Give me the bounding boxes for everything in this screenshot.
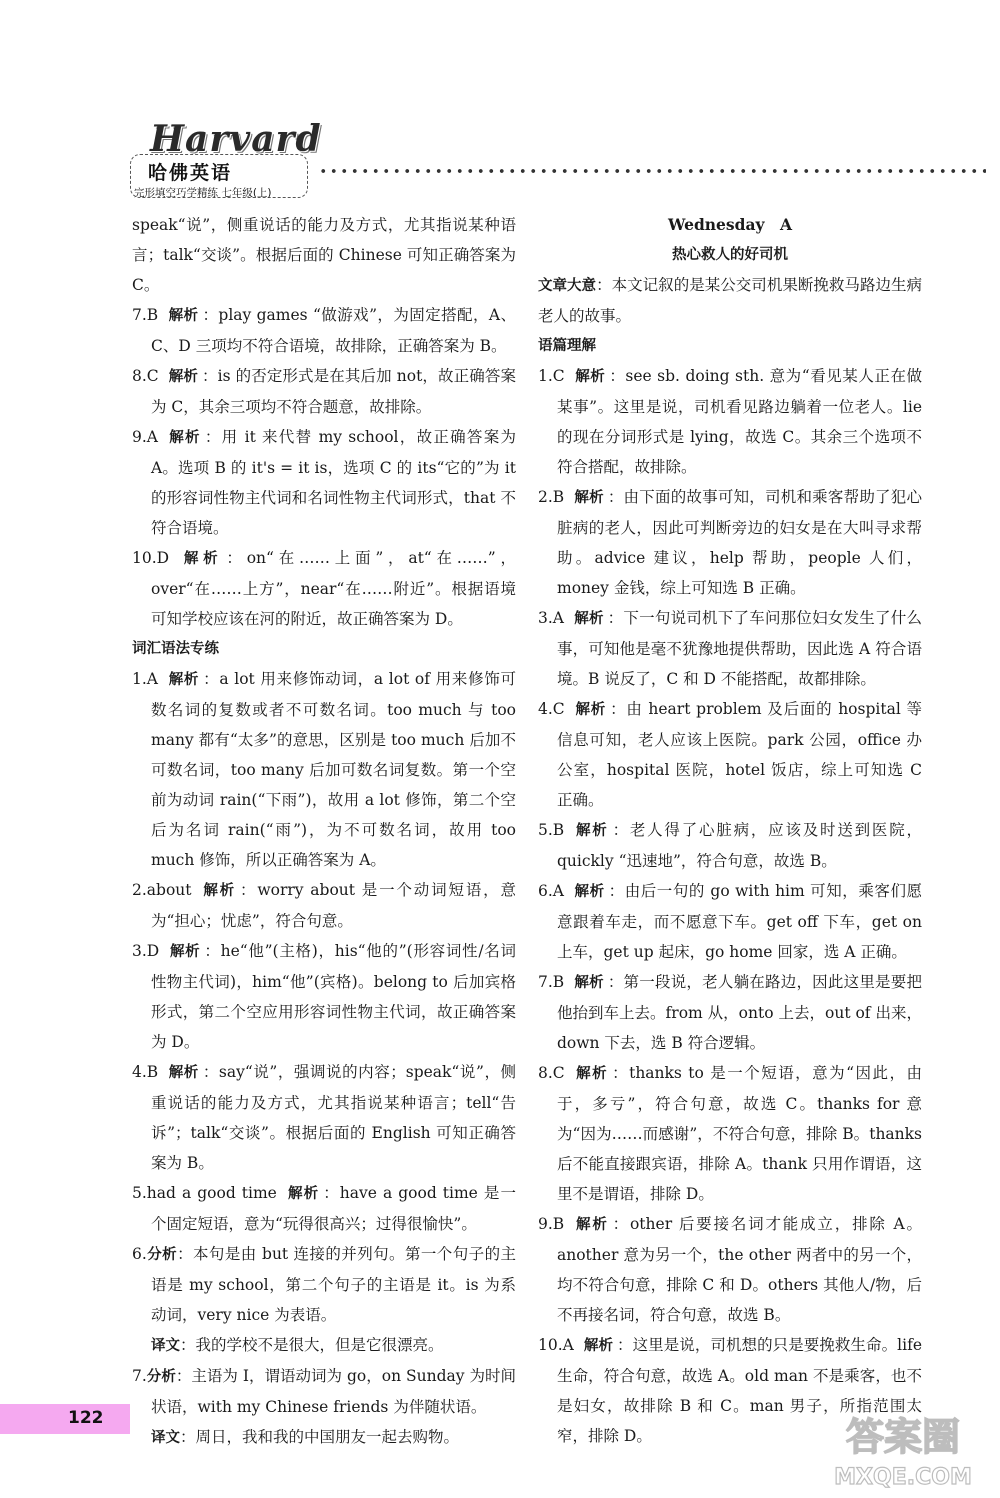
analysis-label: 解析 <box>179 551 223 567</box>
answer-text: ：由下面的故事可知，司机和乘客帮助了犯心脏病的老人，因此可判断旁边的妇女是在大叫寻求帮助。advice 建议，help 帮助，people 人们，money 金钱，综上可知选 B 正确。 <box>557 488 922 597</box>
summary-text: ：本文记叙的是某公交司机果断挽救马路边生病老人的故事。 <box>538 276 922 325</box>
analysis-label: 解析 <box>168 308 199 324</box>
answer-item <box>538 1209 922 1330</box>
summary-paragraph <box>538 270 922 331</box>
watermark-text: 答案圈 <box>845 1415 961 1459</box>
translation-6 <box>132 1330 516 1361</box>
answer-number: 1.A <box>132 670 158 688</box>
answer-item <box>538 694 922 815</box>
lesson-subtitle: 热心救人的好司机 <box>672 247 788 263</box>
answer-text: ：这里是说，司机想的只是要挽救生命。life 生命，符合句意，故选 A。old man 不是乘客，也不是妇女，故排除 B 和 C。man 男子，所指范围太窄，排除 D。 <box>557 1336 923 1445</box>
analysis-label: 解析 <box>574 369 606 385</box>
answer-item <box>132 300 516 361</box>
answer-number: 6. <box>132 1245 147 1263</box>
answer-text: ：由 heart problem 及后面的 hospital 等信息可知，老人应该上医院。park 公园，office 办公室，hospital 医院，hotel 饭店，综上可知选 C 正确。 <box>557 700 922 809</box>
answer-list-1 <box>132 300 516 634</box>
translation-label: 译文 <box>151 1338 180 1354</box>
answer-text: ：on“在……上面”，at“在……”，over“在……上方”，near“在……附近”。根据语境可知学校应该在河的附近，故正确答案为 D。 <box>151 549 516 628</box>
harvard-logo: Harvard <box>150 118 322 160</box>
analysis-label: 解析 <box>168 1065 199 1081</box>
answer-number: 9.B <box>538 1215 565 1233</box>
answer-number: 8.C <box>538 1064 565 1082</box>
answer-number: 4.C <box>538 700 565 718</box>
right-column <box>538 210 922 1451</box>
answer-text: ：play games “做游戏”，为固定搭配，A、C、D 三项均不符合语境，故排除，正确答案为 B。 <box>151 306 517 355</box>
answer-item <box>132 1178 516 1239</box>
analysis-label: 解析 <box>574 823 609 839</box>
answer-number: 1.C <box>538 367 565 385</box>
answer-number: 5.B <box>538 821 565 839</box>
book-title: 完形填空巧学精练 七年级(上) <box>134 187 272 199</box>
answer-item <box>538 1058 922 1209</box>
answer-item <box>538 876 922 967</box>
answer-text: ：主语为 I，谓语动词为 go，on Sunday 为时间状语，with my Chinese friends 为伴随状语。 <box>151 1367 517 1416</box>
answer-number: 10.D <box>132 549 170 567</box>
translation-7 <box>132 1422 516 1453</box>
answer-item <box>132 664 516 875</box>
watermark <box>818 1406 988 1492</box>
answer-text: ：is 的否定形式是在其后加 not，故正确答案为 C，其余三项均不符合题意，故排除。 <box>151 367 517 416</box>
answer-number: 2.about <box>132 881 192 899</box>
section-heading: 词汇语法专练 <box>132 641 219 657</box>
intro-paragraph: speak“说”，侧重说话的能力及方式，尤其指说某种语言；talk“交谈”。根据后面的 Chinese 可知正确答案为 C。 <box>132 216 516 294</box>
analysis-label: 解析 <box>574 1066 609 1082</box>
answer-list-2 <box>132 664 516 1239</box>
answer-item <box>538 967 922 1058</box>
answer-item <box>132 361 516 422</box>
answer-number: 3.D <box>132 942 160 960</box>
page-header <box>128 118 988 208</box>
answer-item <box>132 875 516 936</box>
answer-item <box>538 603 922 694</box>
answer-text: ：say“说”，强调说的内容；speak“说”，侧重说话的能力及方式，尤其指说某种语言；tell“告诉”；talk“交谈”。根据后面的 English 可知正确答案为 B。 <box>151 1063 516 1172</box>
analysis-label: 解析 <box>574 702 607 718</box>
answer-number: 2.B <box>538 488 565 506</box>
summary-label: 文章大意 <box>538 278 597 294</box>
answer-item-7 <box>132 1361 516 1422</box>
analysis-label: 解析 <box>201 883 237 899</box>
dotted-rule <box>318 168 986 174</box>
analysis-label: 解析 <box>574 490 604 506</box>
left-column <box>132 210 516 1453</box>
answer-text: ：a lot 用来修饰动词，a lot of 用来修饰可数名词的复数或者不可数名词。too much 与 too many 都有“太多”的意思，区别是 too much 后加不可数名词，too many 后加可数名词复数。第一个空前为动词 rain(“下雨”)，故用 a lot 修饰，第二个空后为名词 rain(“雨”)，为不可数名词，故用 too much 修饰，所以正确答案为 A。 <box>151 670 517 869</box>
page-number: 122 <box>68 1408 104 1428</box>
answer-number: 4.B <box>132 1063 159 1081</box>
answer-item <box>132 422 516 543</box>
answer-item <box>132 1057 516 1178</box>
answer-number: 7.B <box>538 973 565 991</box>
analysis-label: 解析 <box>167 672 200 688</box>
answer-text: ：由后一句的 go with him 可知，乘客们愿意跟着车走，而不愿意下车。get off 下车，get on 上车，get up 起床，go home 回家，选 A 正确。 <box>557 882 922 961</box>
answer-text: ：老人得了心脏病，应该及时送到医院，quickly “迅速地”，符合句意，故选 B。 <box>557 821 922 870</box>
answer-item <box>538 361 922 482</box>
answer-text: ：worry about 是一个动词短语，意为“担心；忧虑”，符合句意。 <box>151 881 516 930</box>
answer-item-6 <box>132 1239 516 1330</box>
analysis-label: 分析 <box>146 1369 176 1385</box>
answer-text: ：other 后要接名词才能成立，排除 A。another 意为另一个，the other 两者中的另一个，均不符合句意，排除 C 和 D。others 其他人/物，后不再接名词，符合句意，故选 B。 <box>557 1215 922 1324</box>
translation-text: ：周日，我和我的中国朋友一起去购物。 <box>180 1428 460 1446</box>
answer-item <box>538 482 922 603</box>
answer-item <box>132 543 516 634</box>
answer-number: 9.A <box>132 428 158 446</box>
translation-label: 译文 <box>151 1430 180 1446</box>
answer-number: 3.A <box>538 609 564 627</box>
answer-text: ：thanks to 是一个短语，意为“因此，由于，多亏”，符合句意，故选 C。thanks for 意为“因为……而感谢”，不符合句意，排除 B。thanks 后不能直接跟宾语，排除 A。thank 只用作谓语，这里不是谓语，排除 D。 <box>557 1064 922 1203</box>
answer-item <box>538 815 922 876</box>
answer-item <box>132 936 516 1057</box>
answer-text: ：he“他”(主格)，his“他的”(形容词性/名词性物主代词)，him“他”(宾格)。belong to 后加宾格形式，第二个空应用形容词性物主代词，故正确答案为 D。 <box>151 942 516 1051</box>
answer-text: ：用 it 来代替 my school，故正确答案为 A。选项 B 的 it's = it is，选项 C 的 its“它的”为 it 的形容词性物主代词和名词性物主代词形式，that 不符合语境。 <box>151 428 516 537</box>
analysis-label: 解析 <box>574 1217 609 1233</box>
translation-text: ：我的学校不是很大，但是它很漂亮。 <box>180 1336 444 1354</box>
answer-text: ：see sb. doing sth. 意为“看见某人正在做某事”。这里是说，司机看见路边躺着一位老人。lie 的现在分词形式是 lying，故选 C。其余三个选项不符合搭配，故排除。 <box>557 367 923 476</box>
analysis-label: 解析 <box>573 611 604 627</box>
lesson-title: Wednesday A <box>667 215 793 234</box>
section-heading: 语篇理解 <box>538 338 596 354</box>
analysis-label: 解析 <box>574 975 604 991</box>
answer-list-3 <box>538 361 922 1451</box>
answer-number: 10.A <box>538 1336 574 1354</box>
analysis-label: 分析 <box>146 1247 178 1263</box>
watermark-url: MXQE.COM <box>834 1465 972 1490</box>
answer-number: 7. <box>132 1367 147 1385</box>
page-number-tab <box>0 1404 130 1434</box>
answer-number: 6.A <box>538 882 564 900</box>
analysis-label: 解析 <box>169 944 201 960</box>
analysis-label: 解析 <box>286 1186 320 1202</box>
answer-text: ：本句是由 but 连接的并列句。第一个句子的主语是 my school，第二个句子的主语是 it。is 为系动词，very nice 为表语。 <box>151 1245 516 1324</box>
analysis-label: 解析 <box>167 430 201 446</box>
answer-text: ：下一句说司机下了车问那位妇女发生了什么事，可知他是毫不犹豫地提供帮助，因此选 A 符合语境。B 说反了，C 和 D 不能搭配，故都排除。 <box>557 609 922 688</box>
answer-number: 5.had a good time <box>132 1184 277 1202</box>
answer-text: ：have a good time 是一个固定短语，意为“玩得很高兴；过得很愉快”。 <box>151 1184 517 1233</box>
answer-text: ：第一段说，老人躺在路边，因此这里是要把他抬到车上去。from 从，onto 上去，out of 出来，down 下去，选 B 符合逻辑。 <box>557 973 922 1052</box>
brand-name: 哈佛英语 <box>148 162 233 184</box>
analysis-label: 解析 <box>168 369 199 385</box>
analysis-label: 解析 <box>573 884 605 900</box>
answer-number: 7.B <box>132 306 159 324</box>
answer-number: 8.C <box>132 367 159 385</box>
analysis-label: 解析 <box>583 1338 614 1354</box>
